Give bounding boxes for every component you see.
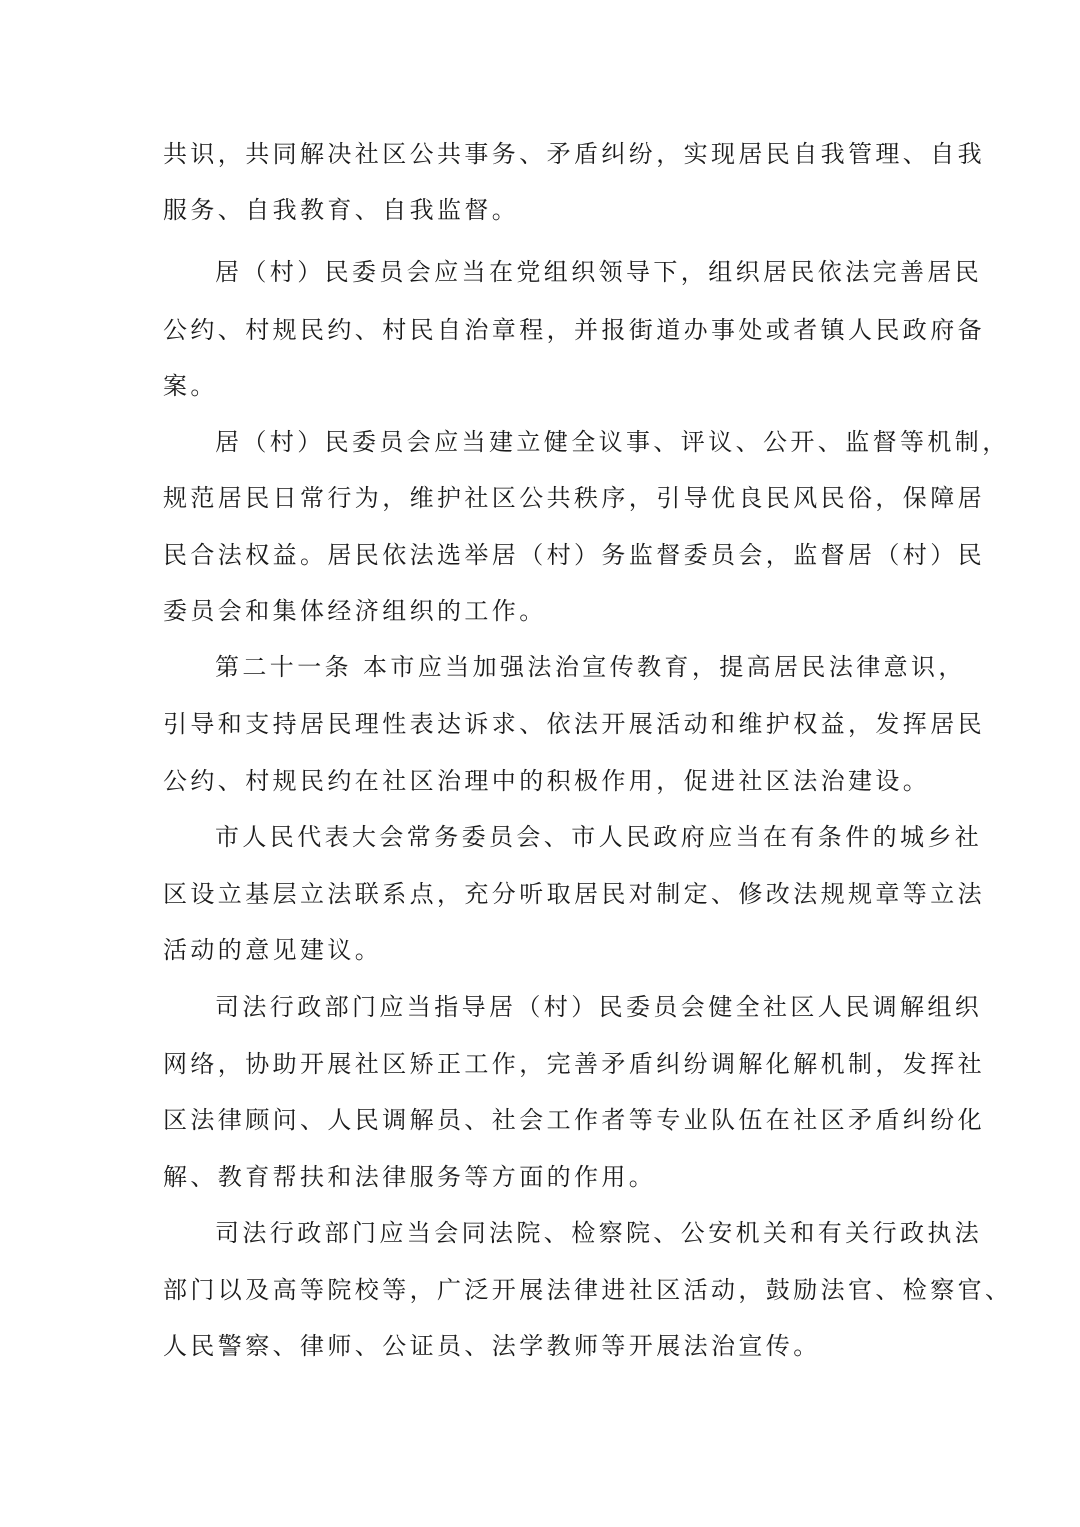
text-line: 网络，协助开展社区矫正工作，完善矛盾纠纷调解化解机制，发挥社 <box>163 1050 985 1078</box>
paragraph-start-line: 司法行政部门应当会同法院、检察院、公安机关和有关行政执法 <box>215 1219 983 1247</box>
text-line: 人民警察、律师、公证员、法学教师等开展法治宣传。 <box>163 1332 821 1360</box>
text-line: 解、教育帮扶和法律服务等方面的作用。 <box>163 1163 657 1191</box>
text-line: 部门以及高等院校等，广泛开展法律进社区活动，鼓励法官、检察官、 <box>163 1276 1013 1304</box>
paragraph-start-line: 居（村）民委员会应当建立健全议事、评议、公开、监督等机制， <box>215 428 1010 456</box>
paragraph-start-line: 市人民代表大会常务委员会、市人民政府应当在有条件的城乡社 <box>215 823 983 851</box>
text-line: 区法律顾问、人民调解员、社会工作者等专业队伍在社区矛盾纠纷化 <box>163 1106 985 1134</box>
text-line: 委员会和集体经济组织的工作。 <box>163 597 547 625</box>
paragraph-start-line: 居（村）民委员会应当在党组织领导下，组织居民依法完善居民 <box>215 258 983 286</box>
text-line: 引导和支持居民理性表达诉求、依法开展活动和维护权益，发挥居民 <box>163 710 985 738</box>
text-line: 公约、村规民约在社区治理中的积极作用，促进社区法治建设。 <box>163 767 931 795</box>
text-line: 民合法权益。居民依法选举居（村）务监督委员会，监督居（村）民 <box>163 541 985 569</box>
text-line: 共识，共同解决社区公共事务、矛盾纠纷，实现居民自我管理、自我 <box>163 140 985 168</box>
text-line: 公约、村规民约、村民自治章程，并报街道办事处或者镇人民政府备 <box>163 316 985 344</box>
article-heading-line: 第二十一条 本市应当加强法治宣传教育，提高居民法律意识， <box>215 653 966 681</box>
text-line: 服务、自我教育、自我监督。 <box>163 196 520 224</box>
paragraph-start-line: 司法行政部门应当指导居（村）民委员会健全社区人民调解组织 <box>215 993 983 1021</box>
text-line: 规范居民日常行为，维护社区公共秩序，引导优良民风民俗，保障居 <box>163 484 985 512</box>
text-line: 区设立基层立法联系点，充分听取居民对制定、修改法规规章等立法 <box>163 880 985 908</box>
text-line: 活动的意见建议。 <box>163 936 383 964</box>
text-line: 案。 <box>163 372 218 400</box>
